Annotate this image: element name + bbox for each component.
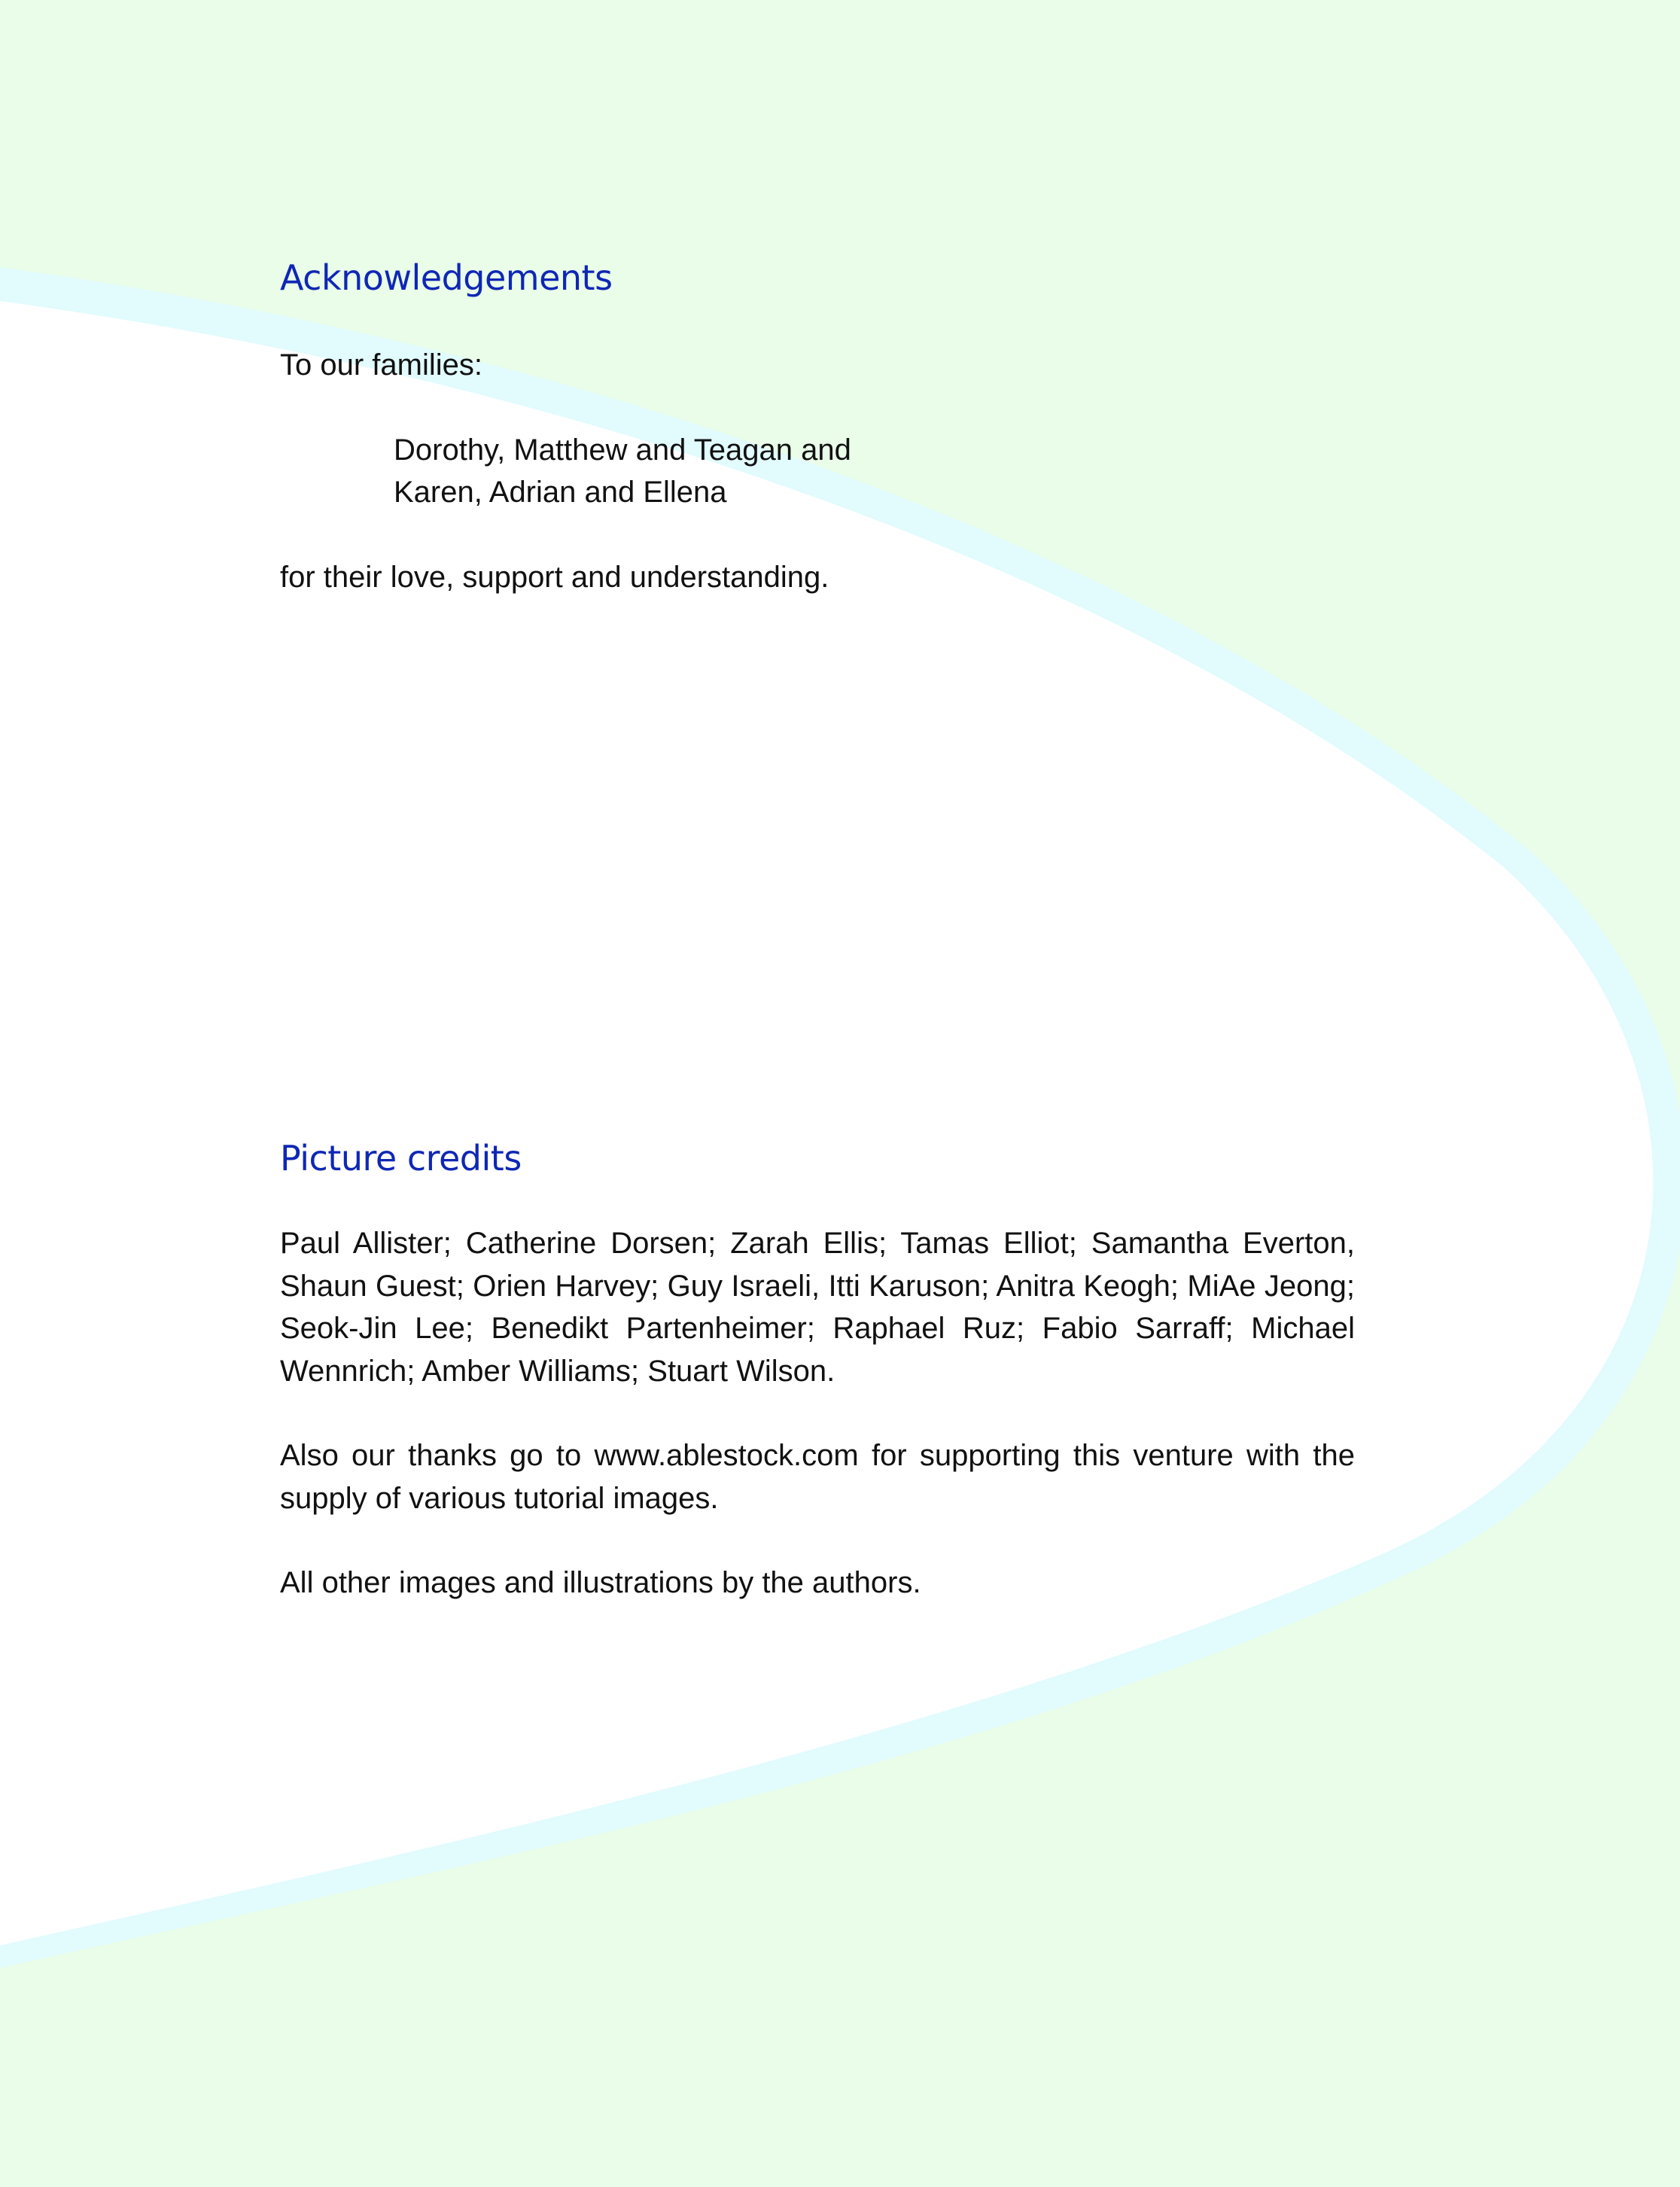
family-line-1: Dorothy, Matthew and Teagan and: [394, 433, 851, 467]
picture-credits-thanks: Also our thanks go to www.ablestock.com for supporting this venture with the supply of various tutorial images.: [280, 1439, 1355, 1515]
swoosh-fill: [0, 301, 1653, 1945]
picture-credits-heading: Picture credits: [280, 1138, 522, 1179]
picture-credits-other: All other images and illustrations by the authors.: [280, 1566, 921, 1599]
family-line-2: Karen, Adrian and Ellena: [394, 476, 727, 509]
acknowledgements-intro: To our families:: [280, 348, 482, 382]
acknowledgements-heading: Acknowledgements: [280, 257, 613, 298]
picture-credits-names: Paul Allister; Catherine Dorsen; Zarah Ellis; Tamas Elliot; Samantha Everton, Shaun Guest; Orien Harvey; Guy Israeli, Itti Karuson; Anitra Keogh; MiAe Jeong; Seok-Jin Lee; Benedikt Partenheimer; Raphael Ruz; Fabio Sarraff; Michael Wennrich; Amber Williams; Stuart Wilson.: [280, 1227, 1355, 1388]
acknowledgements-closing: for their love, support and understanding.: [280, 561, 829, 594]
